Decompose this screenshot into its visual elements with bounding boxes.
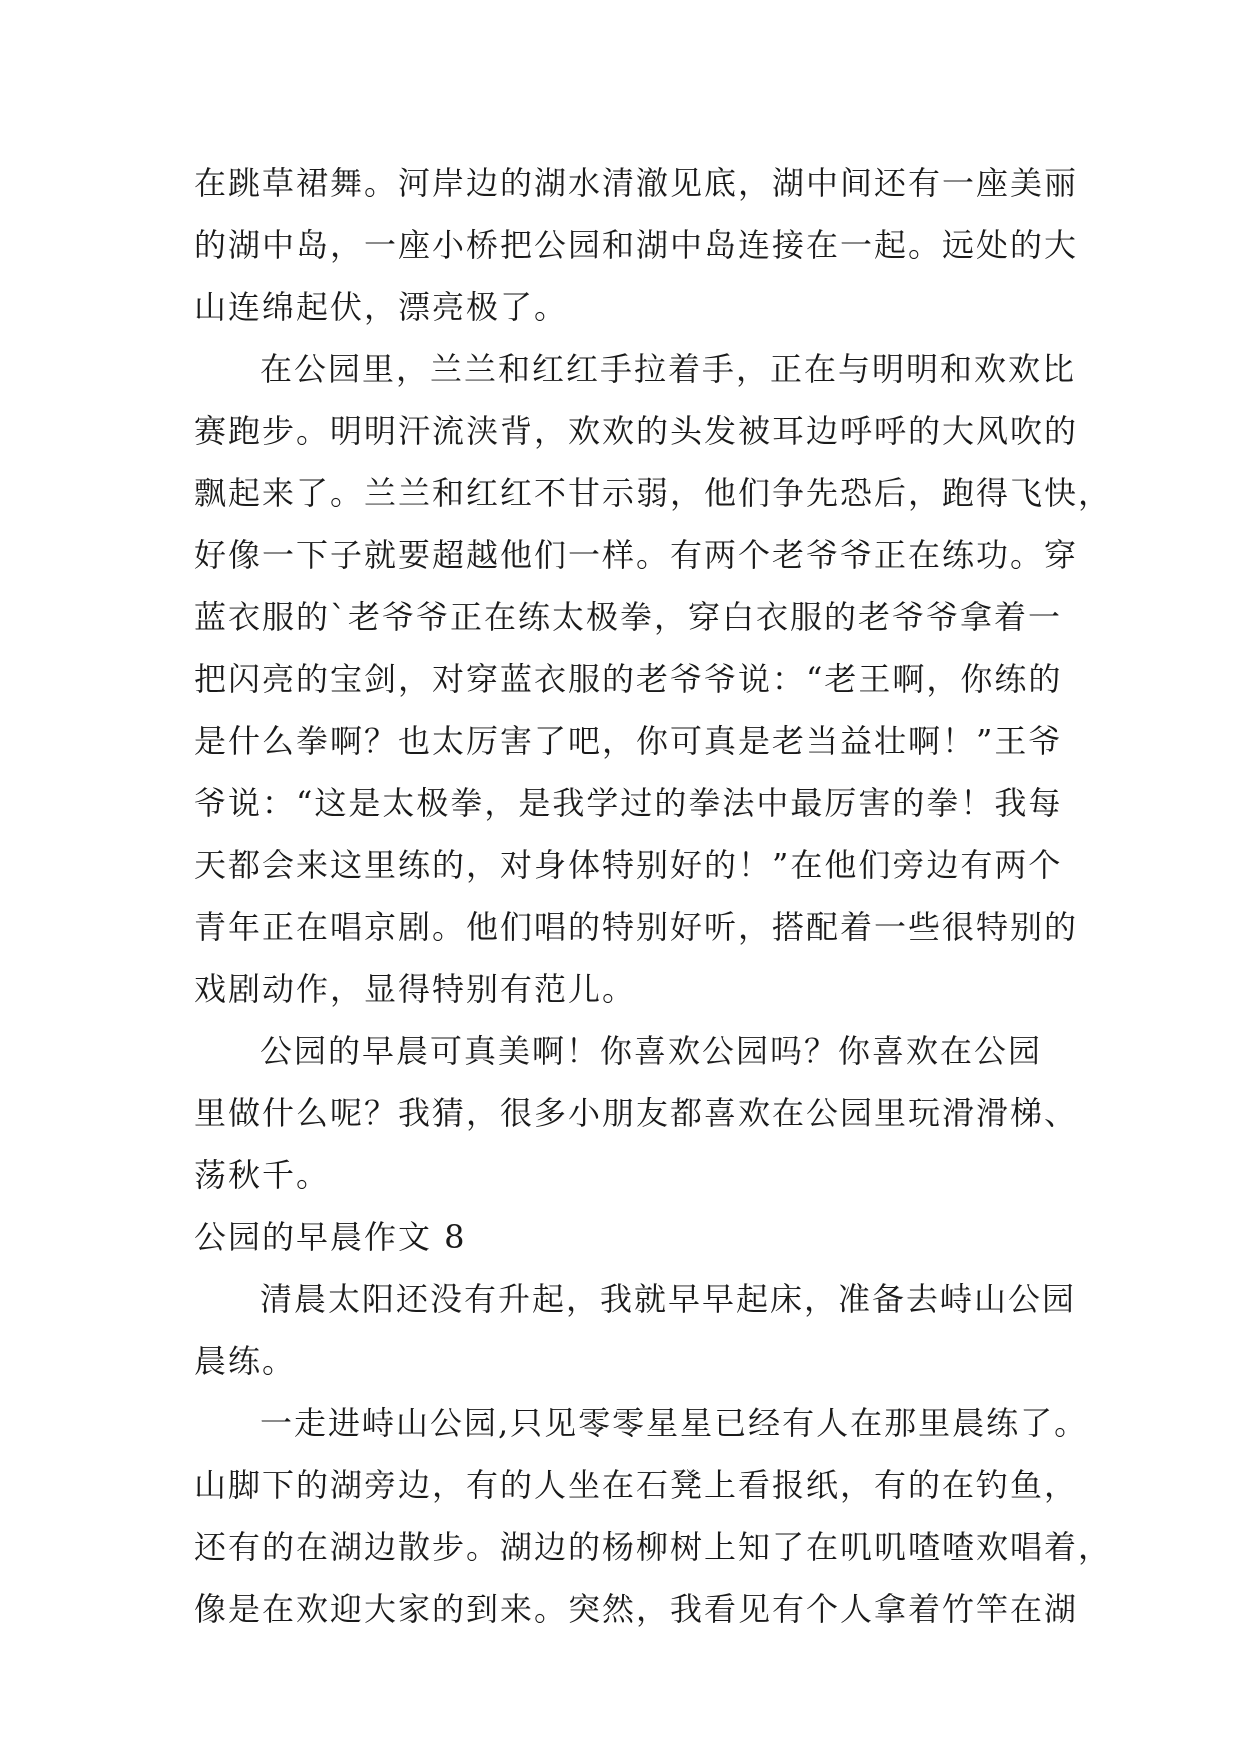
text-line: 山脚下的湖旁边，有的人坐在石凳上看报纸，有的在钓鱼， <box>194 1466 1079 1504</box>
text-line: 山连绵起伏，漂亮极了。 <box>194 288 569 326</box>
text-line: 还有的在湖边散步。湖边的杨柳树上知了在叽叽喳喳欢唱着， <box>194 1528 1113 1566</box>
text-line: 好像一下子就要超越他们一样。有两个老爷爷正在练功。穿 <box>194 536 1079 574</box>
paragraph-start-line: 清晨太阳还没有升起，我就早早起床，准备去峙山公园 <box>260 1280 1077 1318</box>
essay-text <box>194 152 1113 1640</box>
text-line: 在跳草裙舞。河岸边的湖水清澈见底，湖中间还有一座美丽 <box>194 164 1079 202</box>
text-line: 爷说：“这是太极拳，是我学过的拳法中最厉害的拳！我每 <box>194 784 1063 822</box>
text-line: 戏剧动作，显得特别有范儿。 <box>194 970 637 1008</box>
paragraph-start-line: 一走进峙山公园,只见零零星星已经有人在那里晨练了。 <box>260 1404 1089 1442</box>
text-line: 把闪亮的宝剑，对穿蓝衣服的老爷爷说：“老王啊，你练的 <box>194 660 1063 698</box>
text-line: 是什么拳啊？也太厉害了吧，你可真是老当益壮啊！”王爷 <box>194 722 1063 760</box>
text-line: 蓝衣服的`老爷爷正在练太极拳，穿白衣服的老爷爷拿着一 <box>194 598 1063 636</box>
text-line: 天都会来这里练的，对身体特别好的！”在他们旁边有两个 <box>194 846 1063 884</box>
paragraph-start-line: 公园的早晨可真美啊！你喜欢公园吗？你喜欢在公园 <box>260 1032 1043 1070</box>
text-line: 像是在欢迎大家的到来。突然，我看见有个人拿着竹竿在湖 <box>194 1590 1079 1628</box>
paragraph-start-line: 在公园里，兰兰和红红手拉着手，正在与明明和欢欢比 <box>260 350 1077 388</box>
text-line: 青年正在唱京剧。他们唱的特别好听，搭配着一些很特别的 <box>194 908 1079 946</box>
text-line: 赛跑步。明明汗流浃背，欢欢的头发被耳边呼呼的大风吹的 <box>194 412 1079 450</box>
text-line: 的湖中岛，一座小桥把公园和湖中岛连接在一起。远处的大 <box>194 226 1079 264</box>
text-line: 公园的早晨作文 8 <box>194 1218 467 1256</box>
text-line: 晨练。 <box>194 1342 297 1380</box>
text-line: 飘起来了。兰兰和红红不甘示弱，他们争先恐后，跑得飞快， <box>194 474 1113 512</box>
text-line: 里做什么呢？我猜，很多小朋友都喜欢在公园里玩滑滑梯、 <box>194 1094 1079 1132</box>
text-line: 荡秋千。 <box>194 1156 331 1194</box>
